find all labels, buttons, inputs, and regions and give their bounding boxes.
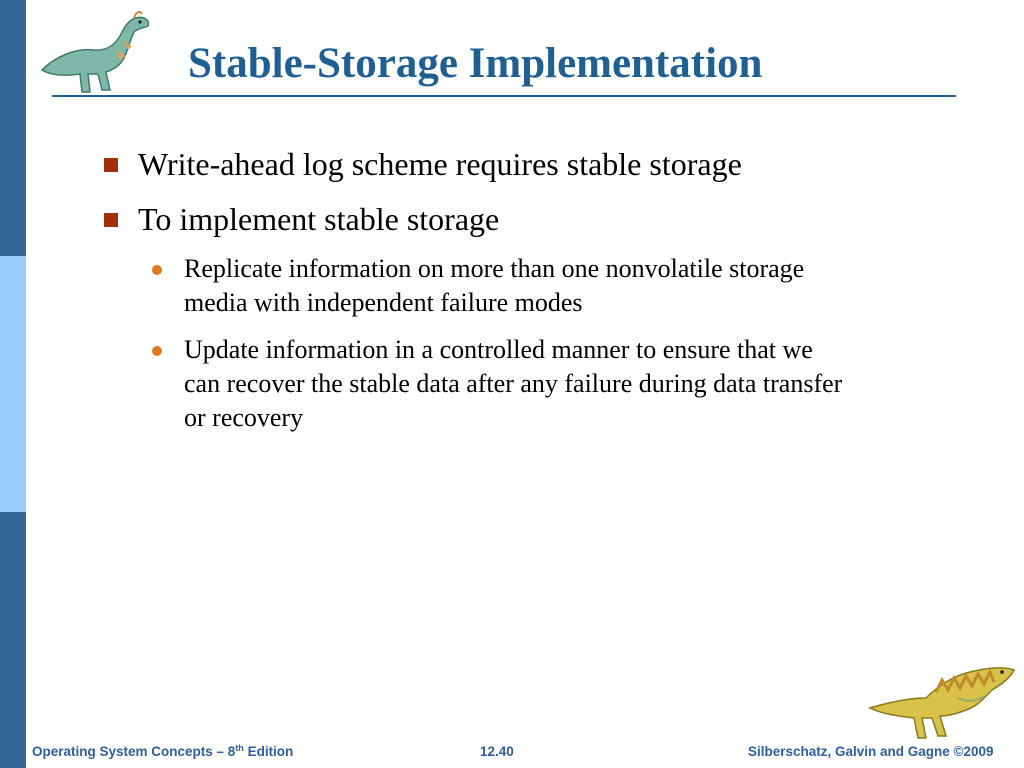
left-bar-segment-middle xyxy=(0,256,26,512)
square-bullet-icon xyxy=(104,213,118,227)
bullet-text: To implement stable storage xyxy=(138,201,500,237)
footer-course-title xyxy=(32,744,293,759)
bullet-text: Write-ahead log scheme requires stable storage xyxy=(138,146,742,182)
square-bullet-icon xyxy=(104,158,118,172)
subbullet-text xyxy=(184,252,804,320)
footer-course-superscript: th xyxy=(235,743,244,753)
left-bar-segment-bottom xyxy=(0,512,26,768)
footer-course-tail: Edition xyxy=(243,744,294,759)
footer-copyright: Silberschatz, Galvin and Gagne ©2009 xyxy=(748,744,994,759)
bullet-item xyxy=(104,146,742,182)
subbullet-item xyxy=(152,333,842,435)
bullet-item xyxy=(104,201,499,237)
footer-slide-number: 12.40 xyxy=(480,744,514,759)
subbullet-line: or recovery xyxy=(184,403,304,432)
subbullet-line: media with independent failure modes xyxy=(184,288,583,317)
subbullet-item xyxy=(152,252,804,320)
round-bullet-icon xyxy=(152,346,162,356)
subbullet-text xyxy=(184,333,842,435)
subbullet-line: can recover the stable data after any failure during data transfer xyxy=(184,369,843,398)
left-bar-segment-top xyxy=(0,0,26,256)
round-bullet-icon xyxy=(152,265,162,275)
subbullet-line: Replicate information on more than one nonvolatile storage xyxy=(184,254,805,283)
footer-course-main: Operating System Concepts – 8 xyxy=(32,744,236,759)
title-underline xyxy=(52,95,956,97)
dinosaur-decoration-icon xyxy=(866,658,1018,742)
left-accent-bar xyxy=(0,0,26,768)
dinosaur-logo-icon xyxy=(36,6,156,96)
slide-title: Stable-Storage Implementation xyxy=(188,40,763,87)
subbullet-line: Update information in a controlled manner to ensure that we xyxy=(184,335,813,364)
